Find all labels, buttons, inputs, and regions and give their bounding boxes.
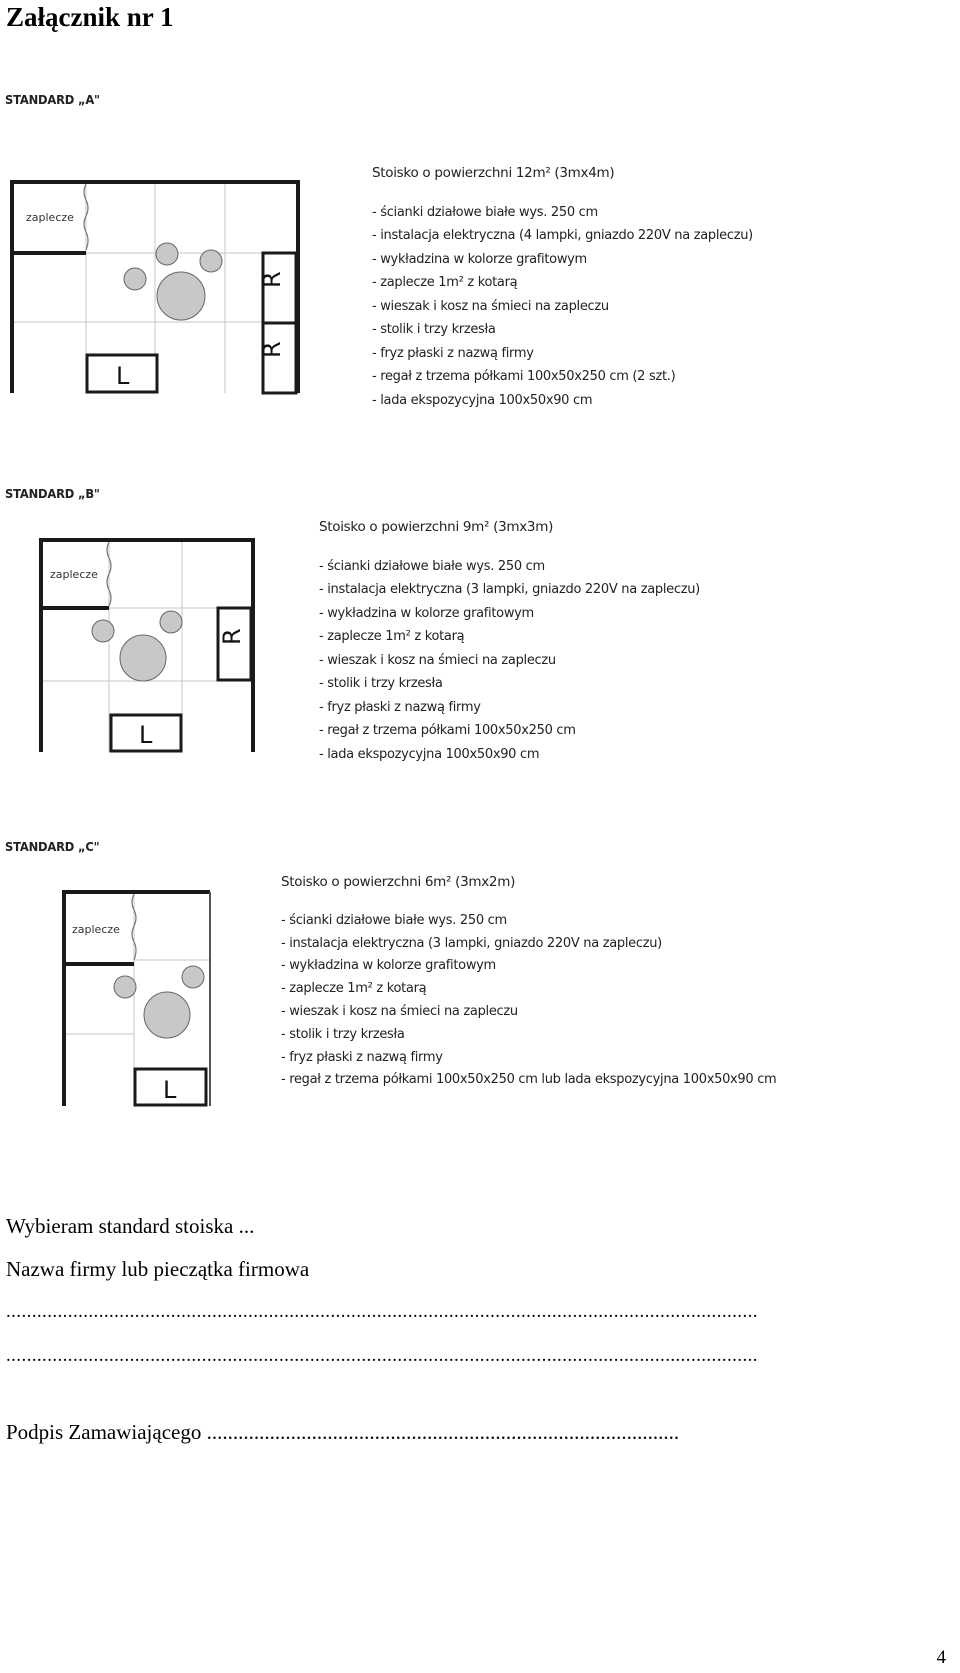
standard-b-counter-label: L — [139, 721, 153, 749]
spec-item: - wieszak i kosz na śmieci na zapleczu — [281, 1003, 518, 1019]
standard-choice-line: Wybieram standard stoiska ... — [6, 1214, 255, 1238]
standard-a-header: Stoisko o powierzchni 12m² (3mx4m) — [372, 165, 615, 181]
company-name-field-2[interactable]: .................................................................................................................................................. — [6, 1345, 758, 1366]
spec-item: - wykładzina w kolorze grafitowym — [372, 251, 587, 267]
spec-item: - stolik i trzy krzesła — [319, 676, 443, 691]
spec-item: - stolik i trzy krzesła — [372, 322, 496, 337]
standard-a-label: STANDARD „A" — [5, 92, 100, 107]
company-name-line: Nazwa firmy lub pieczątka firmowa — [6, 1257, 310, 1281]
spec-item: - lada ekspozycyjna 100x50x90 cm — [372, 392, 593, 408]
spec-item: - regał z trzema półkami 100x50x250 cm (2 szt.) — [372, 369, 676, 384]
chair-icon — [160, 611, 182, 633]
chair-icon — [200, 250, 222, 272]
standard-a-floor-plan — [8, 178, 303, 398]
chair-icon — [114, 976, 136, 998]
chair-icon — [182, 966, 204, 988]
spec-item: - ścianki działowe białe wys. 250 cm — [319, 558, 545, 574]
spec-item: - wykładzina w kolorze grafitowym — [281, 958, 496, 974]
page-number: 4 — [936, 1647, 946, 1668]
spec-item: - wieszak i kosz na śmieci na zapleczu — [372, 298, 609, 314]
spec-item: - instalacja elektryczna (3 lampki, gniazdo 220V na zapleczu) — [281, 935, 662, 951]
spec-item: - ścianki działowe białe wys. 250 cm — [281, 912, 507, 928]
spec-item: - wykładzina w kolorze grafitowym — [319, 605, 534, 621]
standard-a-specs — [372, 165, 753, 416]
standard-b-shelf-label: R — [218, 628, 246, 645]
spec-item: - instalacja elektryczna (3 lampki, gniazdo 220V na zapleczu) — [319, 582, 700, 597]
standard-c-counter-label: L — [163, 1076, 177, 1104]
table-icon — [144, 992, 190, 1038]
chair-icon — [156, 243, 178, 265]
spec-item: - zaplecze 1m² z kotarą — [319, 629, 465, 644]
spec-item: - stolik i trzy krzesła — [281, 1026, 405, 1042]
spec-item: - fryz płaski z nazwą firmy — [372, 345, 534, 361]
spec-item: - regał z trzema półkami 100x50x250 cm lub lada ekspozycyjna 100x50x90 cm — [281, 1072, 777, 1088]
standard-c-specs — [281, 874, 776, 1095]
standard-a-shelf-1-label: R — [258, 271, 286, 288]
spec-item: - zaplecze 1m² z kotarą — [281, 981, 427, 997]
table-icon — [120, 635, 166, 681]
standard-c-header: Stoisko o powierzchni 6m² (3mx2m) — [281, 874, 516, 890]
standard-b-header: Stoisko o powierzchni 9m² (3mx3m) — [319, 519, 554, 535]
standard-a-shelf-2-label: R — [258, 341, 286, 358]
signature-line[interactable]: Podpis Zamawiającego .......................................................................................... — [6, 1420, 680, 1444]
standard-a-counter-label: L — [116, 362, 130, 390]
spec-item: - regał z trzema półkami 100x50x250 cm — [319, 723, 576, 738]
table-icon — [157, 272, 205, 320]
company-name-field-1[interactable]: .................................................................................................................................................. — [6, 1301, 758, 1322]
standard-c-backroom-label: zaplecze — [72, 923, 120, 936]
standard-a-backroom-label: zaplecze — [26, 211, 74, 224]
chair-icon — [92, 620, 114, 642]
spec-item: - ścianki działowe białe wys. 250 cm — [372, 204, 598, 220]
spec-item: - fryz płaski z nazwą firmy — [281, 1049, 443, 1065]
standard-b-label: STANDARD „B" — [5, 486, 100, 501]
spec-item: - lada ekspozycyjna 100x50x90 cm — [319, 746, 540, 762]
spec-item: - fryz płaski z nazwą firmy — [319, 699, 481, 715]
standard-b-backroom-label: zaplecze — [50, 568, 98, 581]
chair-icon — [124, 268, 146, 290]
page-title: Załącznik nr 1 — [6, 2, 174, 32]
spec-item: - zaplecze 1m² z kotarą — [372, 275, 518, 290]
spec-item: - wieszak i kosz na śmieci na zapleczu — [319, 652, 556, 668]
standard-b-floor-plan — [37, 536, 259, 758]
spec-item: - instalacja elektryczna (4 lampki, gniazdo 220V na zapleczu) — [372, 228, 753, 243]
standard-c-floor-plan — [60, 888, 216, 1112]
standard-b-specs — [319, 519, 700, 770]
standard-c-label: STANDARD „C" — [5, 839, 100, 854]
